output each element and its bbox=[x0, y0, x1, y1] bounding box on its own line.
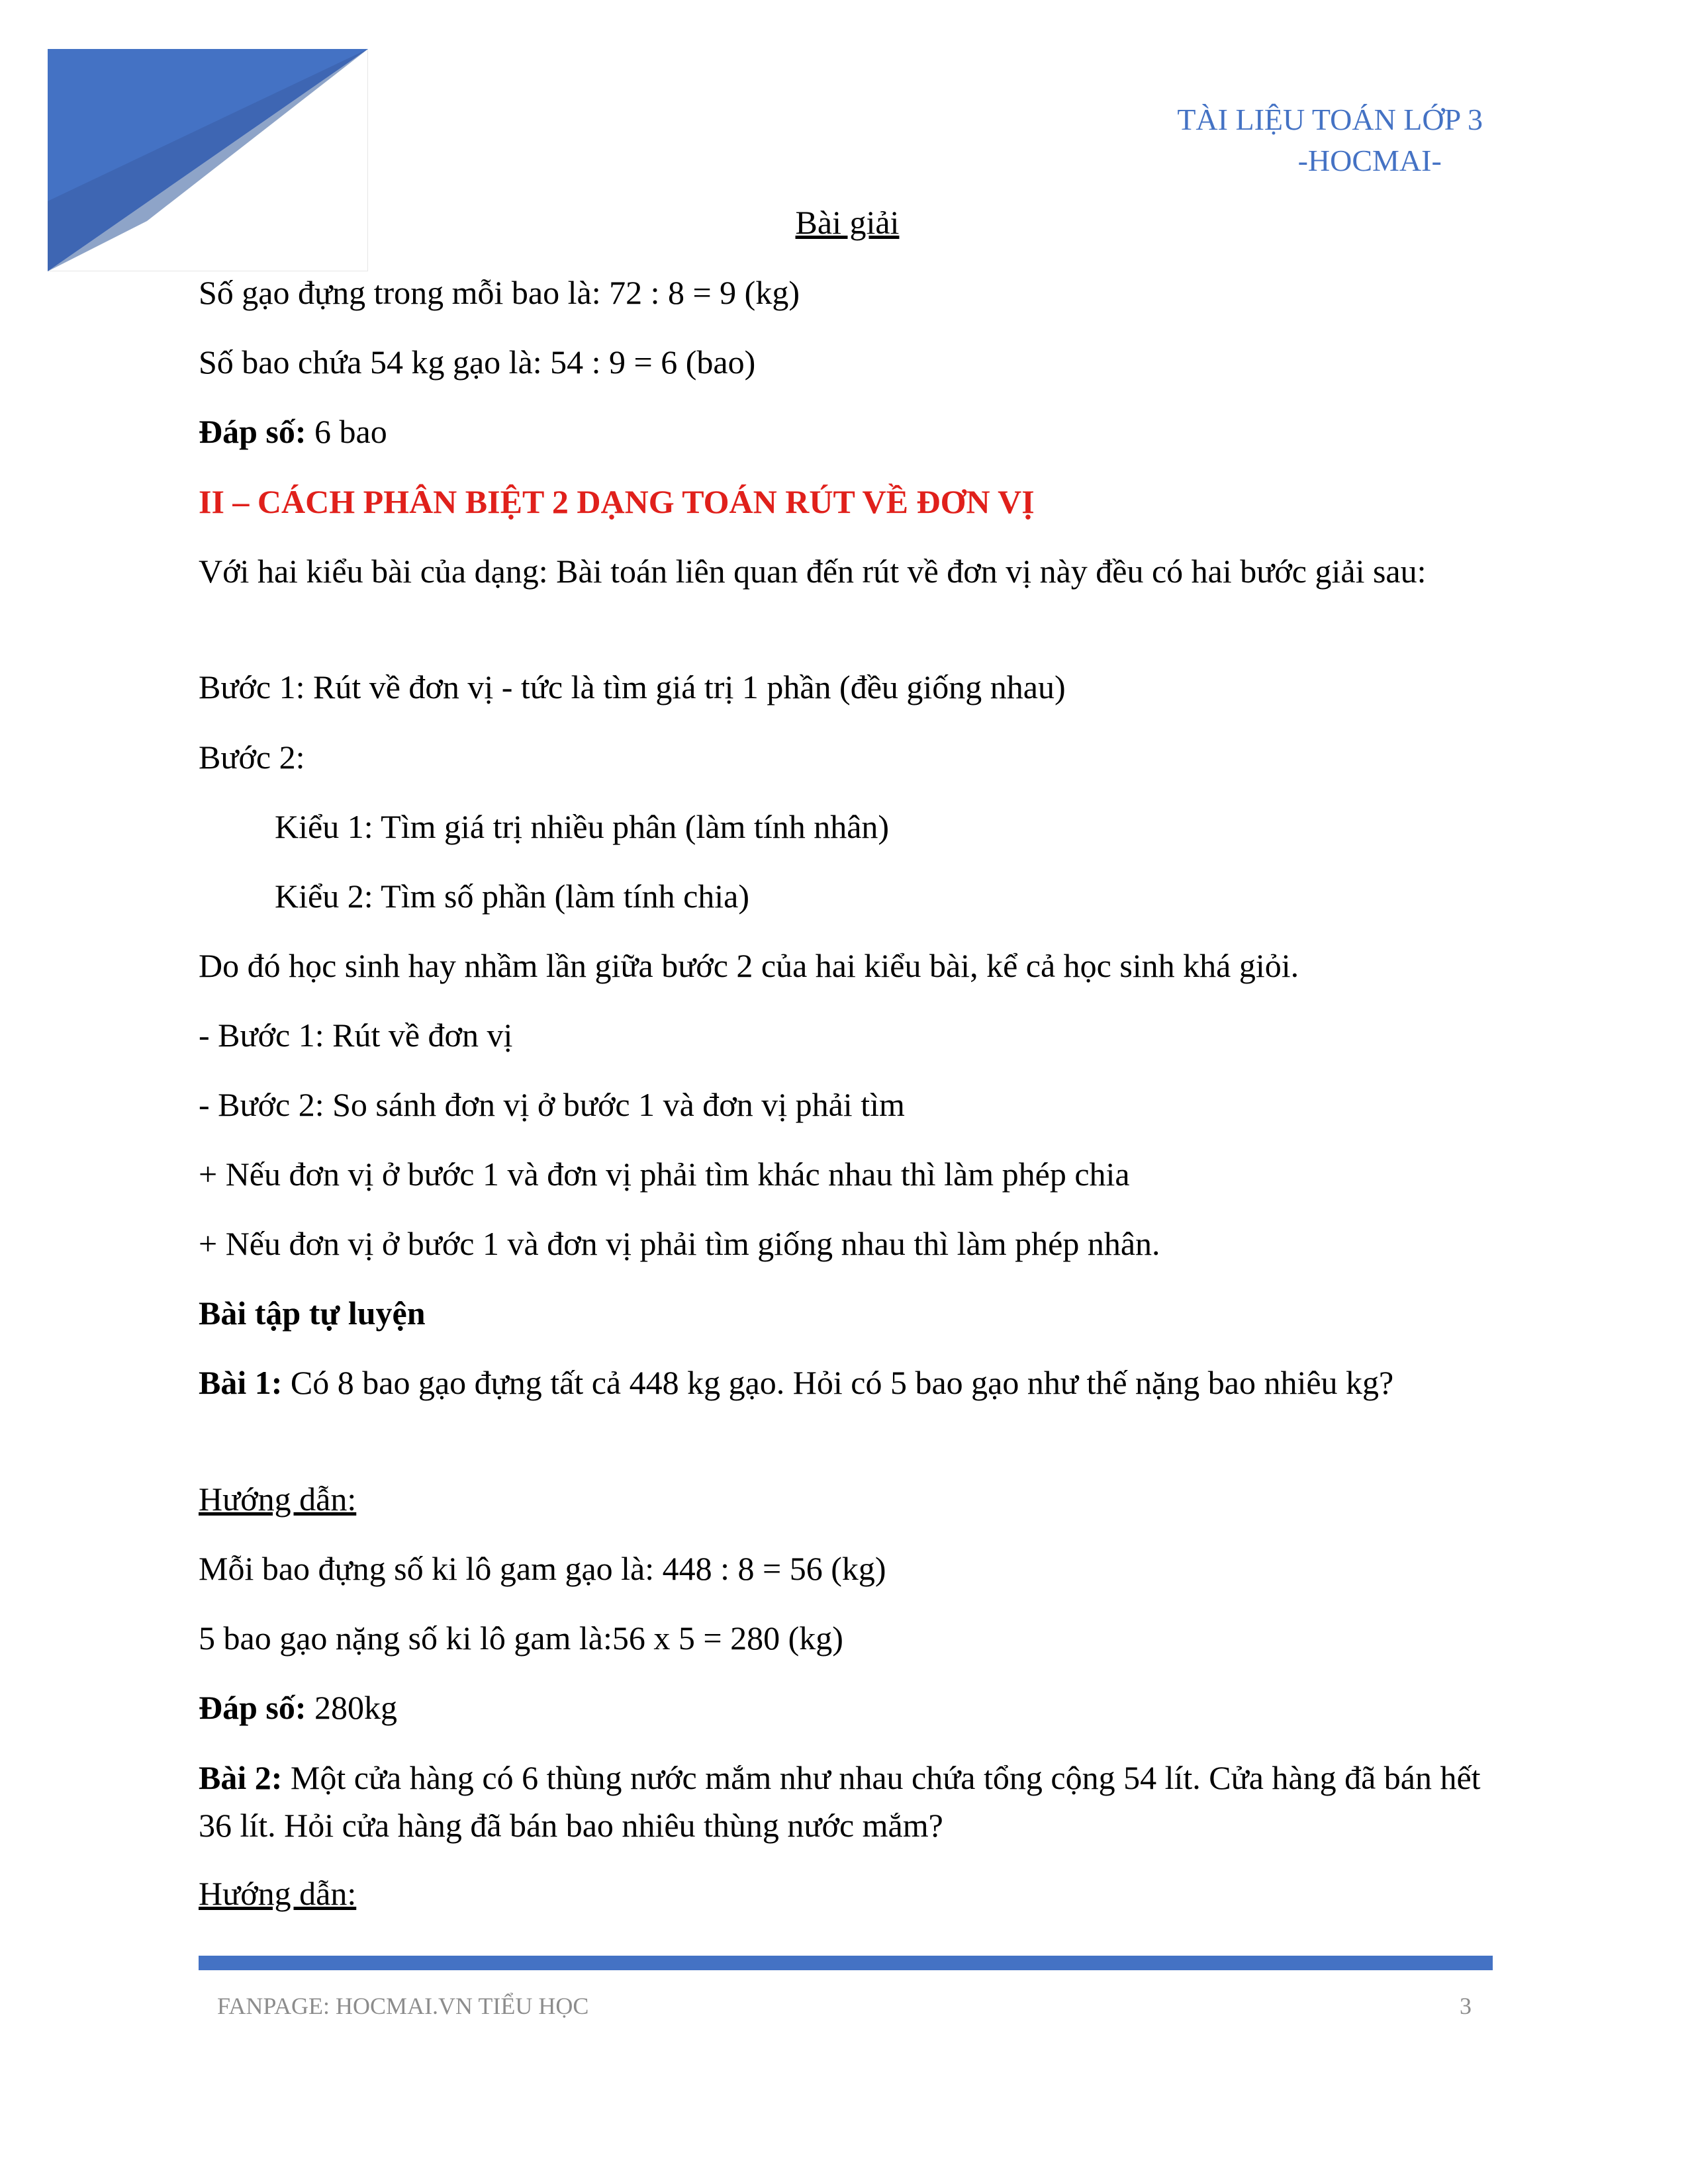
step-1-text: Bước 1: Rút về đơn vị - tức là tìm giá trị 1 phần (đều giống nhau) bbox=[199, 668, 1066, 705]
footer-fanpage: FANPAGE: HOCMAI.VN TIỂU HỌC bbox=[217, 1993, 589, 2019]
exercise-1-text: Có 8 bao gạo đựng tất cả 448 kg gạo. Hỏi có 5 bao gạo như thế nặng bao nhiêu kg? bbox=[282, 1364, 1394, 1401]
exercise-1-answer-value: 280kg bbox=[306, 1689, 398, 1726]
answer-value: 6 bao bbox=[306, 413, 387, 450]
document-header bbox=[1177, 99, 1483, 181]
exercise-1-answer bbox=[199, 1684, 397, 1731]
solution-answer bbox=[199, 408, 387, 455]
footer-divider bbox=[199, 1956, 1493, 1970]
solution-step-2: Số bao chứa 54 kg gạo là: 54 : 9 = 6 (bao) bbox=[199, 343, 756, 381]
section-heading: II – CÁCH PHÂN BIỆT 2 DẠNG TOÁN RÚT VỀ ĐƠN VỊ bbox=[199, 483, 1035, 520]
solution-step-1: Số gạo đựng trong mỗi bao là: 72 : 8 = 9 (kg) bbox=[199, 274, 800, 311]
practice-heading: Bài tập tự luyện bbox=[199, 1295, 426, 1332]
header-title-line: TÀI LIỆU TOÁN LỚP 3 bbox=[1177, 103, 1483, 136]
type-1-text: Kiểu 1: Tìm giá trị nhiều phân (làm tính nhân) bbox=[275, 808, 890, 845]
tip-4: + Nếu đơn vị ở bước 1 và đơn vị phải tìm giống nhau thì làm phép nhân. bbox=[199, 1225, 1160, 1262]
exercise-2-guide: Hướng dẫn: bbox=[199, 1875, 357, 1912]
tip-2: - Bước 2: So sánh đơn vị ở bước 1 và đơn vị phải tìm bbox=[199, 1086, 905, 1123]
answer-label: Đáp số: bbox=[199, 413, 306, 450]
exercise-2-label: Bài 2: bbox=[199, 1759, 283, 1796]
solution-title: Bài giải bbox=[795, 204, 900, 241]
page-number: 3 bbox=[1460, 1993, 1472, 2019]
exercise-1-label: Bài 1: bbox=[199, 1364, 283, 1401]
header-subtitle-line: -HOCMAI- bbox=[1297, 144, 1442, 177]
exercise-2 bbox=[199, 1754, 1496, 1849]
exercise-1-guide: Hướng dẫn: bbox=[199, 1480, 357, 1518]
exercise-1-line-1: Mỗi bao đựng số ki lô gam gạo là: 448 : 8 = 56 (kg) bbox=[199, 1550, 886, 1587]
exercise-1 bbox=[199, 1359, 1496, 1406]
exercise-1-answer-label: Đáp số: bbox=[199, 1689, 306, 1726]
tip-1: - Bước 1: Rút về đơn vị bbox=[199, 1017, 513, 1054]
exercise-1-line-2: 5 bao gạo nặng số ki lô gam là:56 x 5 = 280 (kg) bbox=[199, 1619, 843, 1657]
tip-3: + Nếu đơn vị ở bước 1 và đơn vị phải tìm khác nhau thì làm phép chia bbox=[199, 1156, 1130, 1193]
exercise-2-text: Một cửa hàng có 6 thùng nước mắm như nhau chứa tổng cộng 54 lít. Cửa hàng đã bán hết 36 lít. Hỏi cửa hàng đã bán bao nhiêu thùng nước mắm? bbox=[199, 1759, 1481, 1844]
step-2-text: Bước 2: bbox=[199, 739, 305, 776]
section-intro: Với hai kiểu bài của dạng: Bài toán liên quan đến rút về đơn vị này đều có hai bước giải sau: bbox=[199, 553, 1427, 590]
type-2-text: Kiểu 2: Tìm số phần (làm tính chia) bbox=[275, 878, 749, 915]
note-text: Do đó học sinh hay nhầm lần giữa bước 2 của hai kiểu bài, kể cả học sinh khá giỏi. bbox=[199, 947, 1299, 984]
